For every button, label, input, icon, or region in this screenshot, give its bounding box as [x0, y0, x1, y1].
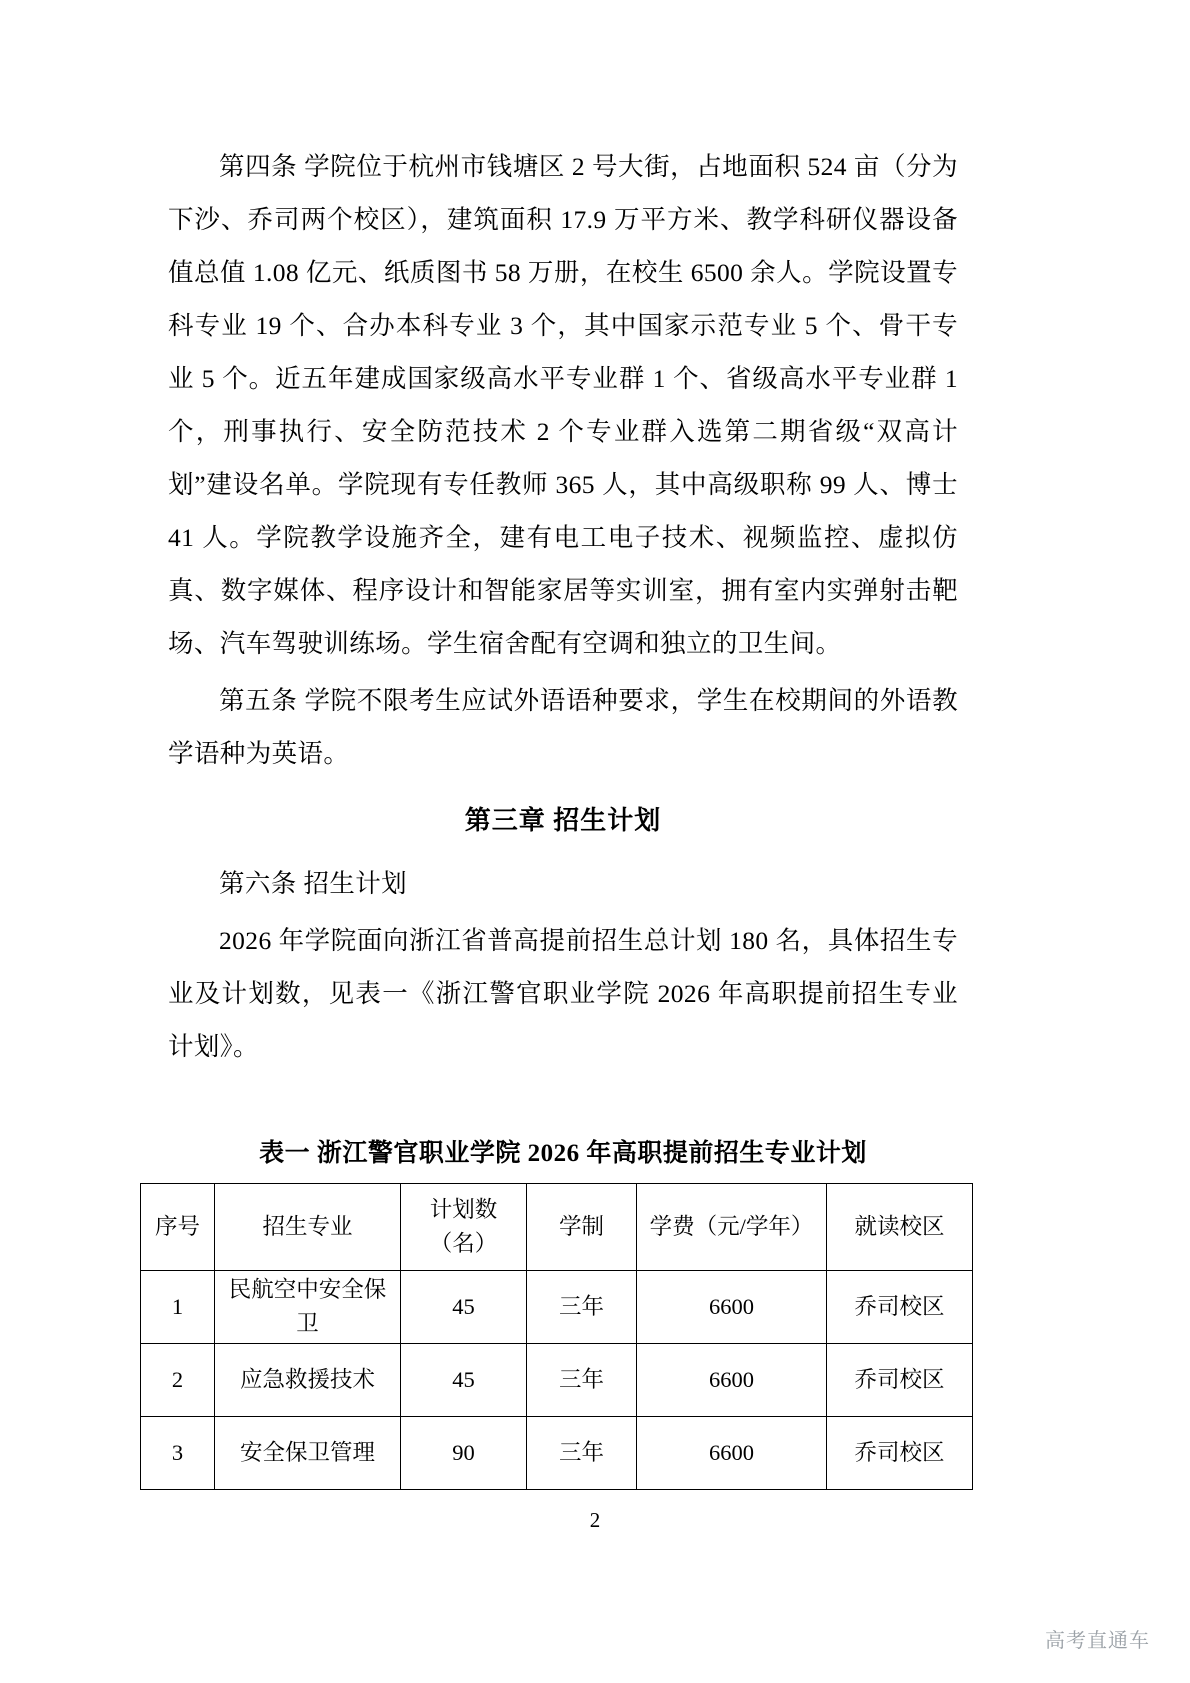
page-number: 2 [589, 1508, 601, 1532]
table-caption: 表一 浙江警官职业学院 2026 年高职提前招生专业计划 [259, 1140, 867, 1167]
table-header-cell: 计划数（名） [401, 1184, 527, 1271]
table-cell: 三年 [527, 1344, 637, 1417]
paragraph-article-four: 第四条 学院位于杭州市钱塘区 2 号大街，占地面积 524 亩（分为下沙、乔司两个校区），建筑面积 17.9 万平方米、教学科研仪器设备值总值 1.08 亿元、纸质图书 58 万册，在校生 6500 余人。学院设置专科专业 19 个、合办本科专业 3 个，其中国家示范专业 5 个、骨干专业 5 个。近五年建成国家级高水平专业群 1 个、省级高水平专业群 1 个，刑事执行、安全防范技术 2 个专业群入选第二期省级“双高计划”建设名单。学院现有专任教师 365 人，其中高级职称 99 人、博士 41 人。学院教学设施齐全，建有电工电子技术、视频监控、虚拟仿真、数字媒体、程序设计和智能家居等实训室，拥有室内实弹射击靶场、汽车驾驶训练场。学生宿舍配有空调和独立的卫生间。 [168, 152, 958, 658]
table-cell: 6600 [637, 1344, 827, 1417]
table-row [141, 1417, 973, 1490]
chapter-heading: 第三章 招生计划 [464, 806, 662, 835]
table-row [141, 1344, 973, 1417]
section-heading-article-six: 第六条 招生计划 [219, 869, 408, 898]
table-cell: 乔司校区 [827, 1417, 973, 1490]
table-cell: 乔司校区 [827, 1271, 973, 1344]
table-cell: 安全保卫管理 [215, 1417, 401, 1490]
document-body [154, 140, 958, 1490]
table-cell: 6600 [637, 1417, 827, 1490]
table-cell: 6600 [637, 1271, 827, 1344]
paragraph-article-five: 第五条 学院不限考生应试外语语种要求，学生在校期间的外语教学语种为英语。 [168, 686, 958, 768]
table-cell: 三年 [527, 1271, 637, 1344]
table-cell: 90 [401, 1417, 527, 1490]
table-block [154, 1133, 958, 1490]
table-cell: 1 [141, 1271, 215, 1344]
table-header-row [141, 1184, 973, 1271]
table-header-cell: 学制 [527, 1184, 637, 1271]
table-header-cell: 招生专业 [215, 1184, 401, 1271]
table-cell: 45 [401, 1344, 527, 1417]
table-cell: 三年 [527, 1417, 637, 1490]
table-cell: 2 [141, 1344, 215, 1417]
table-header-cell: 序号 [141, 1184, 215, 1271]
table-cell: 3 [141, 1417, 215, 1490]
table-header-cell: 就读校区 [827, 1184, 973, 1271]
table-cell: 乔司校区 [827, 1344, 973, 1417]
watermark: 高考直通车 [1045, 1630, 1150, 1652]
table-header-cell: 学费（元/学年） [637, 1184, 827, 1271]
paragraph-enrollment-plan: 2026 年学院面向浙江省普高提前招生总计划 180 名，具体招生专业及计划数，见表一《浙江警官职业学院 2026 年高职提前招生专业计划》。 [168, 926, 958, 1061]
table-cell: 应急救援技术 [215, 1344, 401, 1417]
table-cell: 45 [401, 1271, 527, 1344]
enrollment-plan-table [140, 1183, 973, 1490]
table-row [141, 1271, 973, 1344]
table-cell: 民航空中安全保卫 [215, 1271, 401, 1344]
